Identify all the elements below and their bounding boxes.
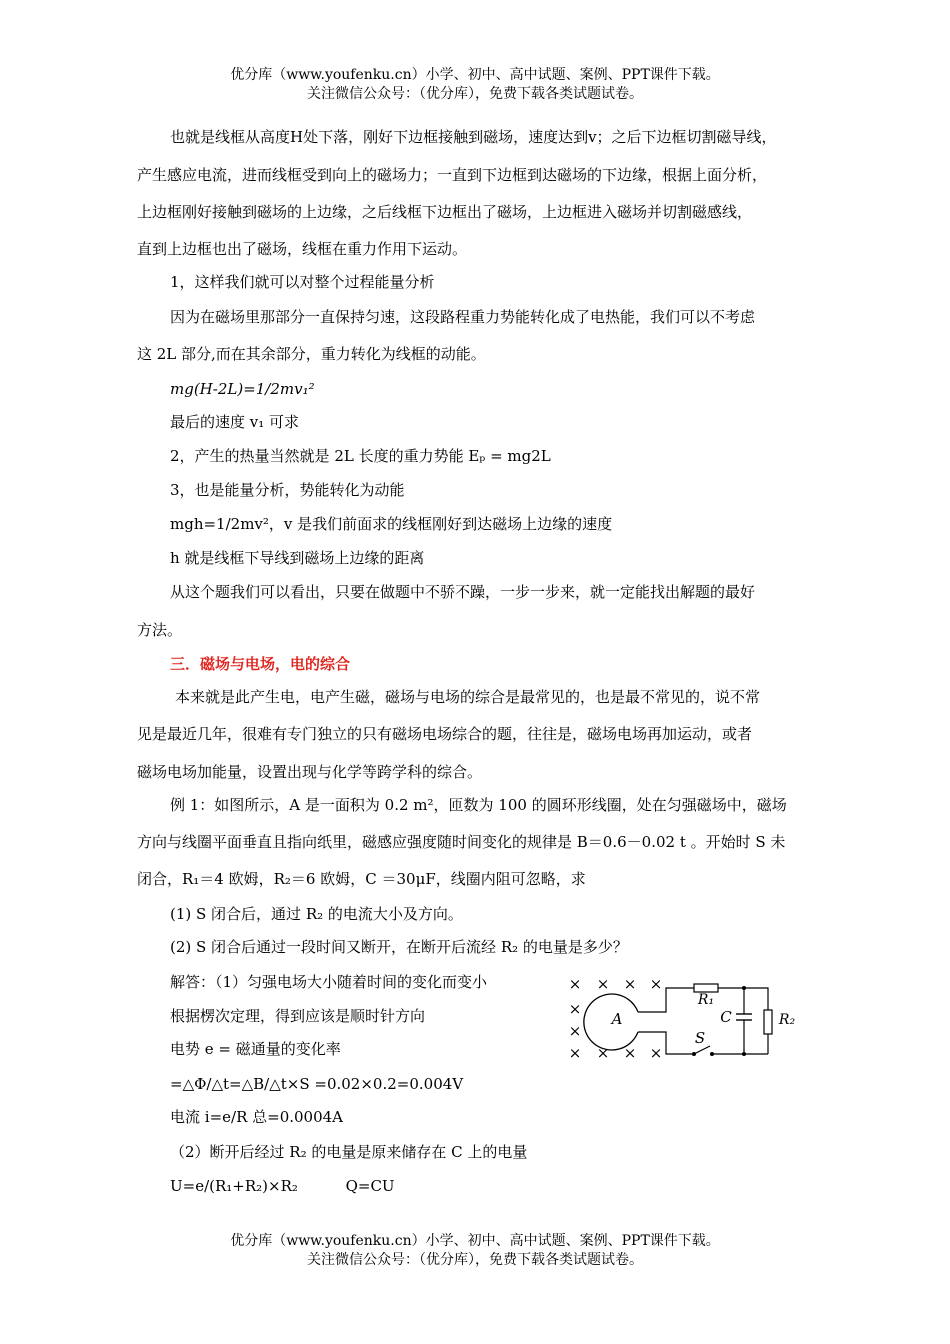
example-line: 方向与线圈平面垂直且指向纸里，磁感应强度随时间变化的规律是 B＝0.6－0.02 t 。开始时 S 未 bbox=[137, 833, 786, 851]
equation: mg(H-2L)=1/2mv₁² bbox=[170, 380, 315, 398]
svg-text:×: × bbox=[649, 1044, 663, 1062]
resistor-R2 bbox=[764, 1010, 772, 1034]
question: (1) S 闭合后，通过 R₂ 的电流大小及方向。 bbox=[170, 905, 463, 923]
answer-line: （2）断开后经过 R₂ 的电量是原来储存在 C 上的电量 bbox=[170, 1143, 528, 1161]
header-line-2: 关注微信公众号：（优分库），免费下载各类试题试卷。 bbox=[307, 86, 643, 102]
paragraph-line: 磁场电场加能量，设置出现与化学等跨学科的综合。 bbox=[137, 763, 483, 781]
answer-line: U=e/(R₁+R₂)×R₂ Q=CU bbox=[170, 1177, 395, 1195]
footer-line-1: 优分库（www.youfenku.cn）小学、初中、高中试题、案例、PPT课件下载。 bbox=[230, 1233, 720, 1249]
example-line: 例 1：如图所示，A 是一面积为 0.2 m²，匝数为 100 的圆环形线圈，处在匀强磁场中，磁场 bbox=[170, 796, 787, 814]
svg-text:×: × bbox=[568, 1044, 582, 1062]
paragraph-line: 直到上边框也出了磁场，线框在重力作用下运动。 bbox=[137, 240, 468, 258]
example-line: 闭合，R₁＝4 欧姆，R₂＝6 欧姆，C ＝30μF，线圈内阻可忽略，求 bbox=[137, 870, 586, 888]
paragraph-line: 从这个题我们可以看出，只要在做题中不骄不躁，一步一步来，就一定能找出解题的最好 bbox=[170, 583, 756, 601]
paragraph-line: 产生感应电流，进而线框受到向上的磁场力；一直到下边框到达磁场的下边缘，根据上面分析， bbox=[137, 166, 768, 184]
svg-text:×: × bbox=[623, 1044, 637, 1062]
switch-S bbox=[694, 1046, 710, 1054]
paragraph-line: 2，产生的热量当然就是 2L 长度的重力势能 Eₚ = mg2L bbox=[170, 447, 551, 465]
header-line-1: 优分库（www.youfenku.cn）小学、初中、高中试题、案例、PPT课件下载。 bbox=[230, 67, 720, 83]
svg-text:R₂: R₂ bbox=[778, 1012, 796, 1028]
paragraph-line: 因为在磁场里那部分一直保持匀速，这段路程重力势能转化成了电热能，我们可以不考虑 bbox=[170, 308, 756, 326]
paragraph-line: 见是最近几年，很难有专门独立的只有磁场电场综合的题，往往是，磁场电场再加运动，或者 bbox=[137, 725, 753, 743]
paragraph-line: 也就是线框从高度H处下落，刚好下边框接触到磁场，速度达到v；之后下边框切割磁导线， bbox=[170, 128, 777, 146]
section-title: 三．磁场与电场，电的综合 bbox=[170, 655, 351, 673]
paragraph-line: h 就是线框下导线到磁场上边缘的距离 bbox=[170, 549, 425, 567]
svg-text:×: × bbox=[623, 975, 637, 993]
answer-line: =△Φ/△t=△B/△t×S =0.02×0.2=0.004V bbox=[170, 1075, 464, 1093]
paragraph-line: 这 2L 部分,而在其余部分，重力转化为线框的动能。 bbox=[137, 345, 486, 363]
circuit-diagram bbox=[560, 968, 800, 1068]
svg-text:×: × bbox=[568, 1000, 582, 1018]
answer-line: 电势 e = 磁通量的变化率 bbox=[170, 1040, 341, 1058]
svg-text:R₁: R₁ bbox=[697, 992, 715, 1008]
paragraph-line: 1，这样我们就可以对整个过程能量分析 bbox=[170, 273, 435, 291]
svg-text:×: × bbox=[568, 975, 582, 993]
svg-text:×: × bbox=[596, 1044, 610, 1062]
resistor-R1 bbox=[694, 984, 718, 992]
svg-text:×: × bbox=[568, 1022, 582, 1040]
paragraph-line: 本来就是此产生电，电产生磁，磁场与电场的综合是最常见的，也是最不常见的，说不常 bbox=[175, 688, 761, 706]
footer-line-2: 关注微信公众号：（优分库），免费下载各类试题试卷。 bbox=[307, 1252, 643, 1268]
answer-line: 电流 i=e/R 总=0.0004A bbox=[170, 1108, 344, 1126]
svg-text:S: S bbox=[694, 1029, 706, 1047]
question: (2) S 闭合后通过一段时间又断开，在断开后流经 R₂ 的电量是多少？ bbox=[170, 938, 628, 956]
equation: mgh=1/2mv²，v 是我们前面求的线框刚好到达磁场上边缘的速度 bbox=[170, 515, 613, 533]
answer-line: 解答：（1）匀强电场大小随着时间的变化而变小 bbox=[170, 973, 488, 991]
paragraph-line: 3，也是能量分析，势能转化为动能 bbox=[170, 481, 405, 499]
svg-text:A: A bbox=[611, 1010, 623, 1028]
svg-text:C: C bbox=[720, 1008, 732, 1026]
paragraph-line: 方法。 bbox=[137, 621, 183, 639]
svg-text:×: × bbox=[649, 975, 663, 993]
svg-text:×: × bbox=[596, 975, 610, 993]
paragraph-line: 上边框刚好接触到磁场的上边缘，之后线框下边框出了磁场，上边框进入磁场并切割磁感线， bbox=[137, 203, 753, 221]
answer-line: 根据楞次定理，得到应该是顺时针方向 bbox=[170, 1007, 426, 1025]
paragraph-line: 最后的速度 v₁ 可求 bbox=[170, 413, 300, 431]
